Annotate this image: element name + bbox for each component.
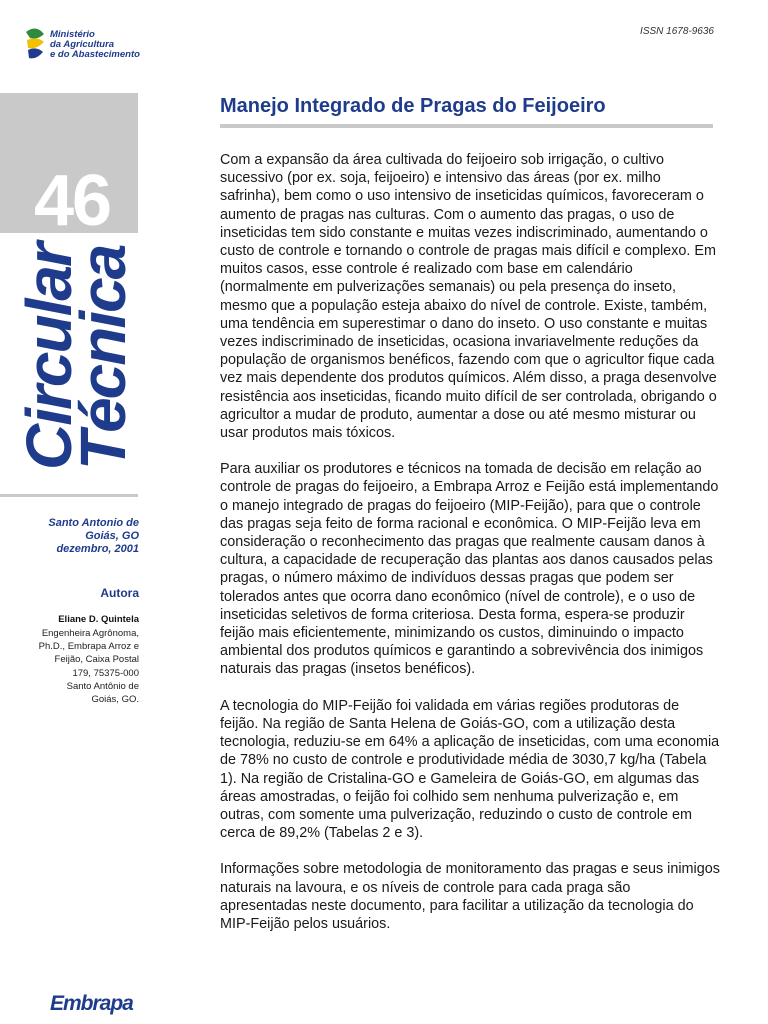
ministry-line: da Agricultura: [50, 39, 115, 50]
author-info-line: Engenheira Agrônoma,: [41, 628, 139, 639]
author-heading: Autora: [100, 586, 139, 600]
title-underline: [220, 124, 713, 128]
body-paragraph: Com a expansão da área cultivada do feijoeiro sob irrigação, o cultivo sucessivo (por ex. soja, feijoeiro) e intensivo das áreas (por ex. milho safrinha), bem como o uso intensivo de inseticidas químicos, favoreceram o aumento de pragas nas culturas. Com o aumento das pragas, o uso de inseticidas tem sido constante e muitas vezes indiscriminado, aumentando o custo de controle e tornando o controle de pragas mais difícil e complexo. Em muitos casos, esse controle é realizado com base em calendário (normalmente em pulverizações semanais) ou pela presença do inseto, mesmo que a população esteja abaixo do nível de controle. Existe, também, uma tendência em superestimar o dano do inseto. O uso constante e muitas vezes indiscriminado de inseticidas, ocasiona invariavelmente reduções da população de organismos benéficos, fazendo com que o agricultor fique cada vez mais dependente dos produtos químicos. Além disso, a praga desenvolve resistência aos inseticidas, ficando muito difícil de ser controlada, obrigando o agricultor a mudar de produto, aumentar a dose ou até mesmo misturar ou usar produtos mais tóxicos.: [220, 152, 717, 442]
place-date: [20, 517, 139, 556]
issue-number: 46: [34, 161, 111, 241]
series-title-line1: Circular: [13, 244, 85, 470]
sidebar-divider: [0, 494, 138, 497]
author-info-line: Ph.D., Embrapa Arroz e: [38, 641, 139, 653]
author-affiliation: [20, 627, 139, 706]
body-paragraph: A tecnologia do MIP-Feijão foi validada em várias regiões produtoras de feijão. Na região de Santa Helena de Goiás-GO, com a utilização desta tecnologia, reduziu-se em 64% a aplicação de inseticidas, com uma economia de 78% no custo de controle e produtividade média de 3030,7 kg/ha (Tabela 1). Na região de Cristalina-GO e Gameleira de Goiás-GO, em algumas das áreas amostradas, o feijão foi colhido sem nenhuma pulverização e, em outras, com somente uma pulverização, reduzindo o custo de controle em cerca de 89,2% (Tabelas 2 e 3).: [220, 697, 720, 842]
body-paragraph: Informações sobre metodologia de monitoramento das pragas e seus inimigos naturais na lavoura, e os níveis de controle para cada praga são apresentadas neste documento, para facilitar a utilização da tecnologia do MIP-Feijão pelos usuários.: [220, 861, 720, 932]
document-body: [220, 151, 720, 951]
ministry-line: Ministério: [50, 29, 95, 40]
place-line: Santo Antonio de: [48, 517, 139, 529]
embrapa-logo: [50, 990, 140, 1020]
author-info-line: 179, 75375-000: [72, 667, 139, 679]
body-paragraph: Para auxiliar os produtores e técnicos na tomada de decisão em relação ao controle de pragas do feijoeiro, a Embrapa Arroz e Feijão está implementando o manejo integrado de pragas do feijoeiro (MIP-Feijão), para que o controle das pragas seja feito de forma racional e econômica. O MIP-Feijão leva em consideração o reconhecimento das pragas que realmente causam danos à cultura, a capacidade de recuperação das plantas aos danos causados pelas pragas, o número máximo de indivíduos dessas pragas que podem ser tolerados antes que ocorra dano econômico (nível de controle), e o uso de inseticidas seletivos de forma criteriosa. Desta forma, espera-se produzir feijão mais eficientemente, minimizando os custos, diminuindo o impacto ambiental dos produtos químicos e garantindo a sobrevivência dos inimigos naturais das pragas (insetos benéficos).: [220, 461, 719, 678]
author-info-line: Goiás, GO.: [91, 694, 139, 706]
ministry-logo: [24, 24, 144, 64]
flag-emblem-icon: [24, 26, 46, 60]
issn-number: ISSN 1678-9636: [640, 26, 714, 37]
author-name: Eliane D. Quintela: [58, 614, 139, 625]
author-info-line: Santo Antônio de: [66, 680, 139, 692]
series-title: [13, 244, 139, 470]
ministry-line: e do Abastecimento: [50, 49, 140, 60]
date-line: dezembro, 2001: [56, 543, 139, 555]
place-line: Goiás, GO: [85, 530, 139, 542]
series-title-line2: Técnica: [67, 245, 139, 470]
embrapa-logo-text: Embrapa: [50, 992, 133, 1015]
ministry-name: [50, 30, 140, 60]
author-info-line: Feijão, Caixa Postal: [54, 654, 139, 666]
document-title: Manejo Integrado de Pragas do Feijoeiro: [220, 95, 606, 117]
